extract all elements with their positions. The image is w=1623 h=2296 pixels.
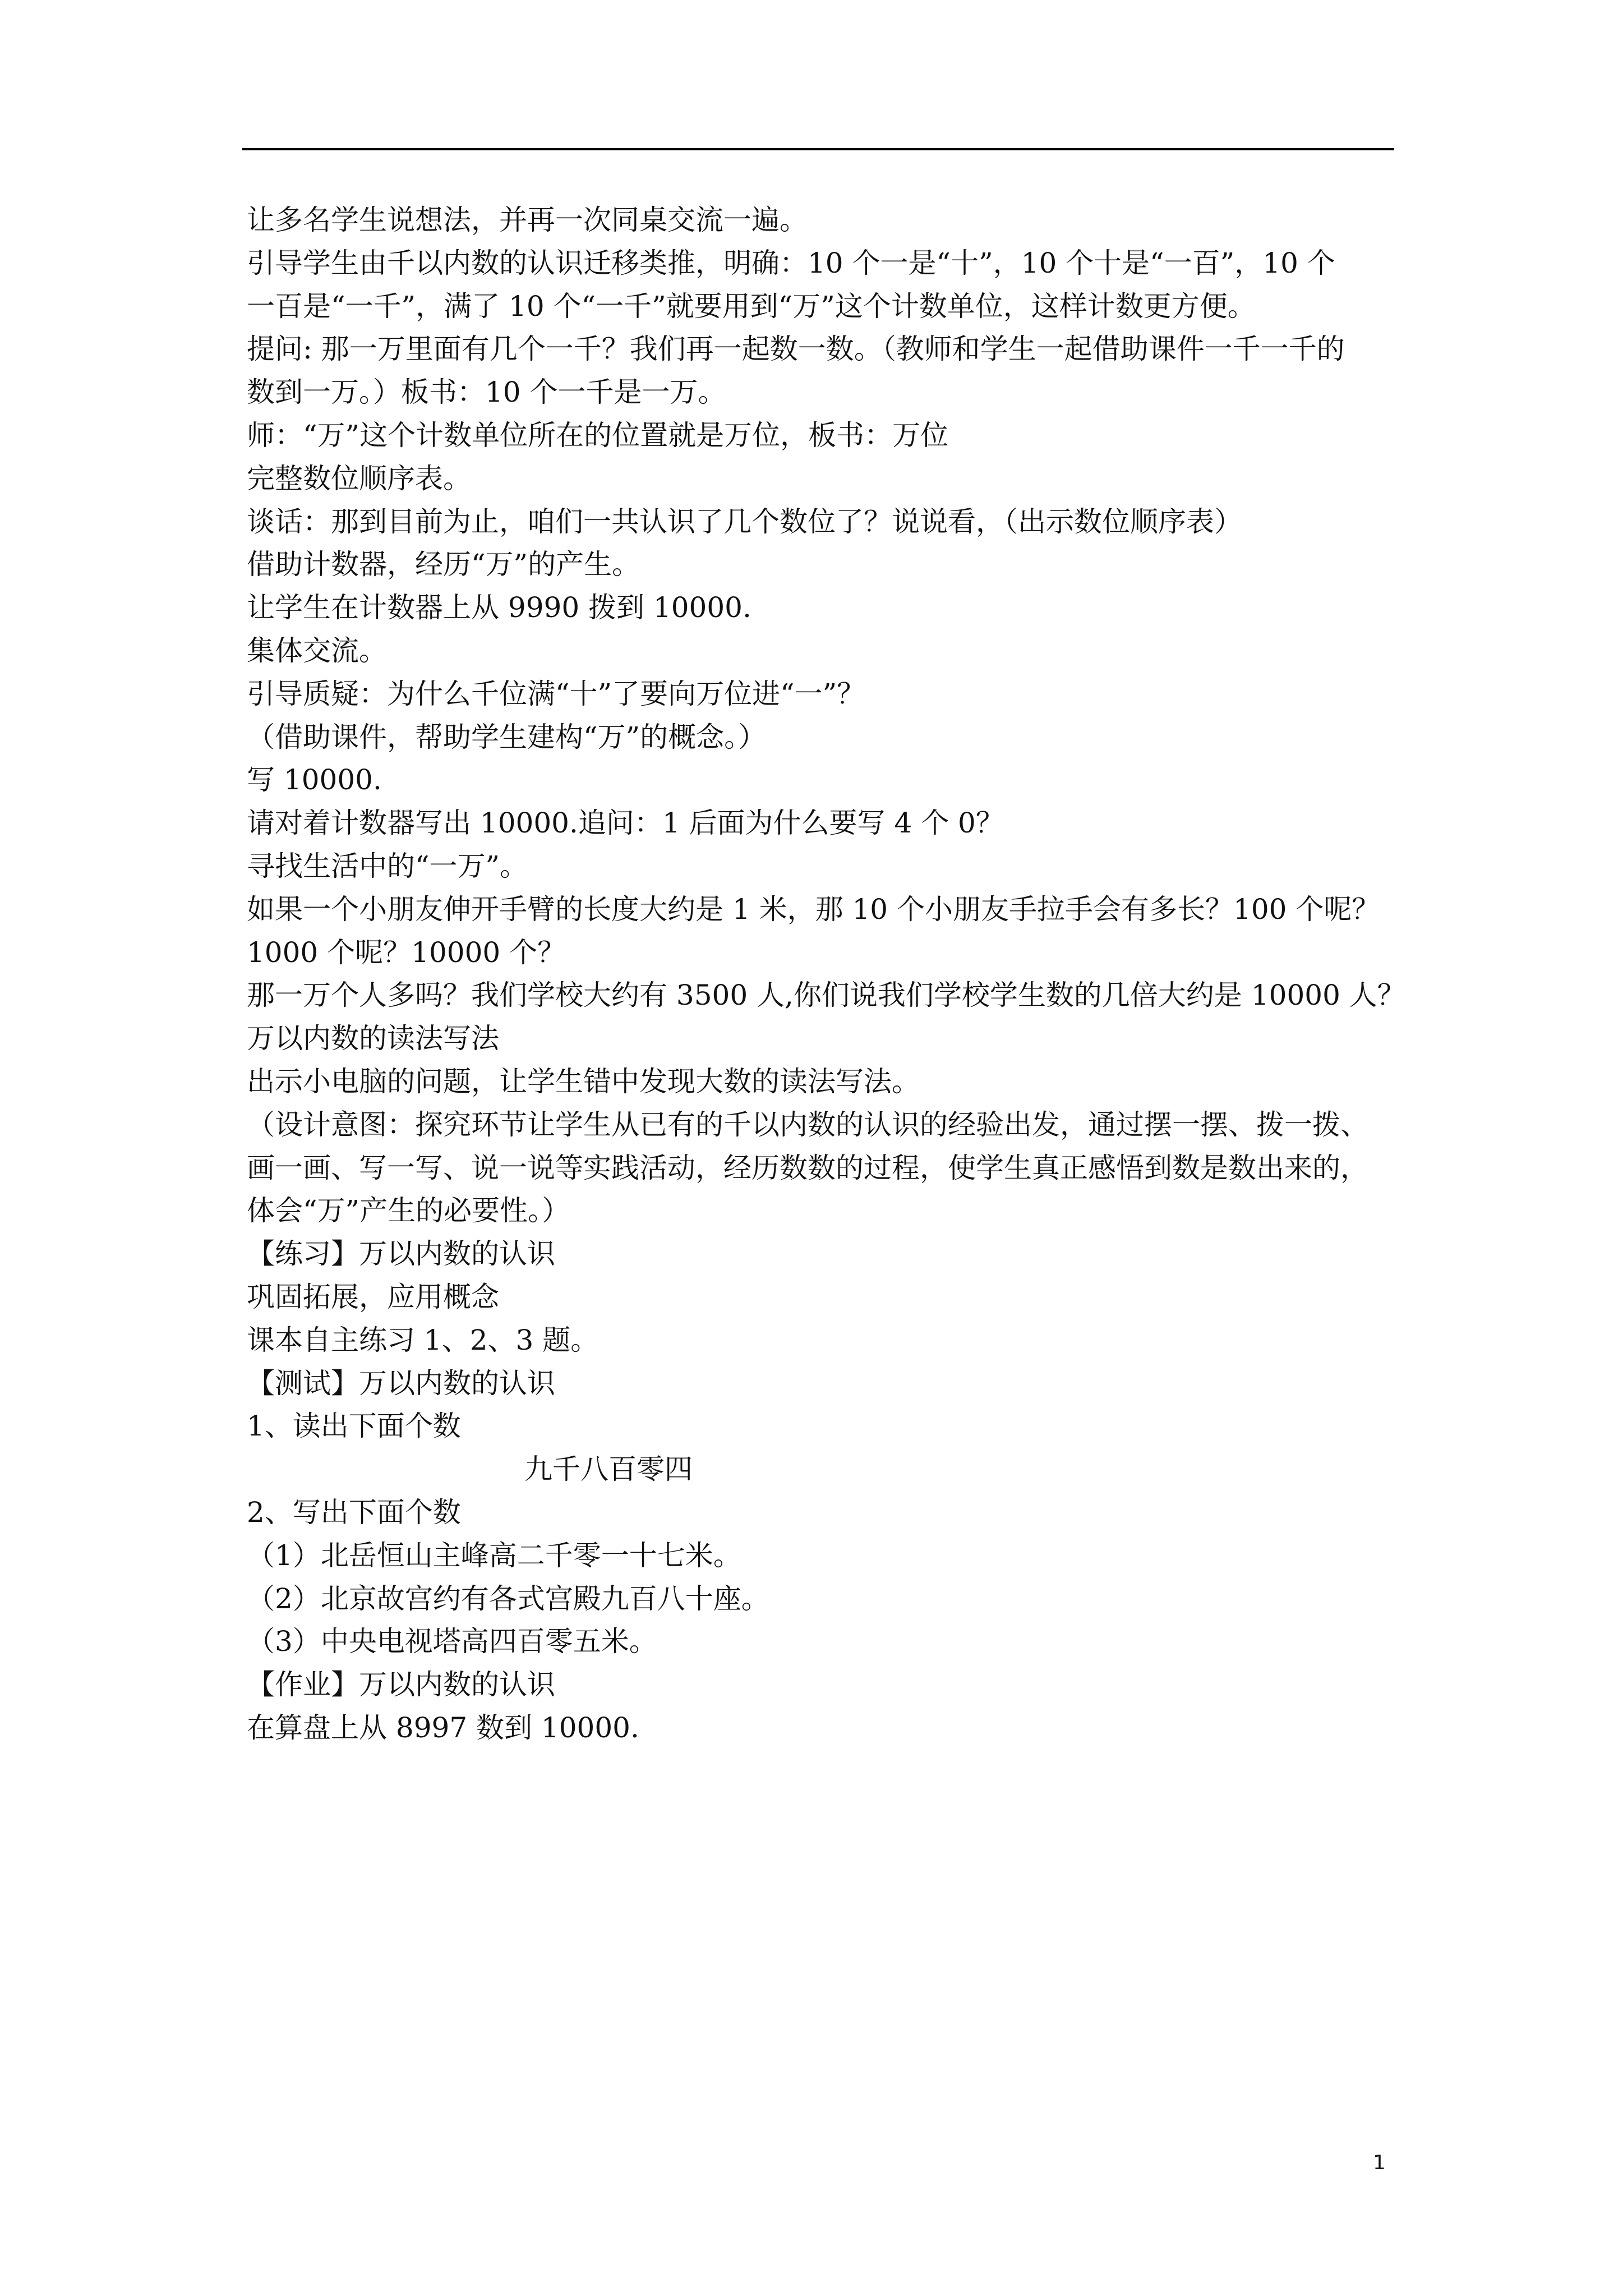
section-heading-test: 【测试】万以内数的认识 bbox=[247, 1366, 555, 1400]
text-line: （借助课件，帮助学生建构“万”的概念。） bbox=[247, 720, 767, 753]
document-body bbox=[247, 199, 1405, 1750]
text-line: 1、读出下面个数 bbox=[247, 1410, 461, 1443]
text-line: （2）北京故宫约有各式宫殿九百八十座。 bbox=[247, 1582, 769, 1615]
text-line: 2、写出下面个数 bbox=[247, 1496, 461, 1529]
text-line: 谈话：那到目前为止，咱们一共认识了几个数位了？说说看，（出示数位顺序表） bbox=[247, 505, 1242, 538]
text-line: （设计意图：探究环节让学生从已有的千以内数的认识的经验出发，通过摆一摆、拨一拨、 bbox=[247, 1108, 1368, 1141]
text-line: 引导质疑：为什么千位满“十”了要向万位进“一”？ bbox=[247, 677, 865, 710]
section-heading-practice: 【练习】万以内数的认识 bbox=[247, 1237, 555, 1271]
text-line: 集体交流。 bbox=[247, 634, 387, 667]
page-number: 1 bbox=[1373, 2151, 1386, 2174]
text-line: 完整数位顺序表。 bbox=[247, 462, 471, 495]
text-line: 引导学生由千以内数的认识迁移类推，明确：10 个一是“十”，10 个十是“一百”，10 个 bbox=[247, 246, 1335, 279]
text-line: 提问: 那一万里面有几个一千？我们再一起数一数。（教师和学生一起借助课件一千一千的 bbox=[247, 333, 1345, 366]
text-line: 让多名学生说想法，并再一次同桌交流一遍。 bbox=[247, 204, 808, 236]
text-line: 如果一个小朋友伸开手臂的长度大约是 1 米，那 10 个小朋友手拉手会有多长？100 个呢？ bbox=[247, 892, 1380, 926]
text-line: 请对着计数器写出 10000.追问：1 后面为什么要写 4 个 0？ bbox=[247, 807, 1004, 840]
text-line: 1000 个呢？10000 个？ bbox=[247, 936, 566, 969]
text-line: 寻找生活中的“一万”。 bbox=[247, 849, 528, 882]
text-line: 体会“万”产生的必要性。） bbox=[247, 1194, 570, 1227]
text-line: 写 10000. bbox=[247, 763, 382, 797]
text-line: 课本自主练习 1、2、3 题。 bbox=[247, 1323, 599, 1356]
text-line: 画一画、写一写、说一说等实践活动，经历数数的过程，使学生真正感悟到数是数出来的， bbox=[247, 1151, 1368, 1184]
number-to-read: 九千八百零四 bbox=[524, 1453, 693, 1486]
text-line: 借助计数器，经历“万”的产生。 bbox=[247, 548, 640, 581]
text-line: （1）北岳恒山主峰高二千零一十七米。 bbox=[247, 1539, 741, 1572]
text-line: 在算盘上从 8997 数到 10000. bbox=[247, 1711, 639, 1744]
text-line: 数到一万。）板书：10 个一千是一万。 bbox=[247, 376, 726, 409]
text-line: 师：“万”这个计数单位所在的位置就是万位，板书：万位 bbox=[247, 418, 949, 452]
text-line: 那一万个人多吗？我们学校大约有 3500 人,你们说我们学校学生数的几倍大约是 10000 人？ bbox=[247, 979, 1405, 1012]
text-line: 一百是“一千”，满了 10 个“一千”就要用到“万”这个计数单位，这样计数更方便。 bbox=[247, 289, 1256, 323]
text-line: 让学生在计数器上从 9990 拨到 10000. bbox=[247, 591, 751, 624]
header-rule bbox=[242, 148, 1394, 150]
text-line: 出示小电脑的问题，让学生错中发现大数的读法写法。 bbox=[247, 1065, 920, 1098]
text-line: （3）中央电视塔高四百零五米。 bbox=[247, 1625, 657, 1658]
text-line: 巩固拓展，应用概念 bbox=[247, 1280, 499, 1313]
text-line: 万以内数的读法写法 bbox=[247, 1022, 499, 1055]
section-heading-homework: 【作业】万以内数的认识 bbox=[247, 1668, 555, 1701]
